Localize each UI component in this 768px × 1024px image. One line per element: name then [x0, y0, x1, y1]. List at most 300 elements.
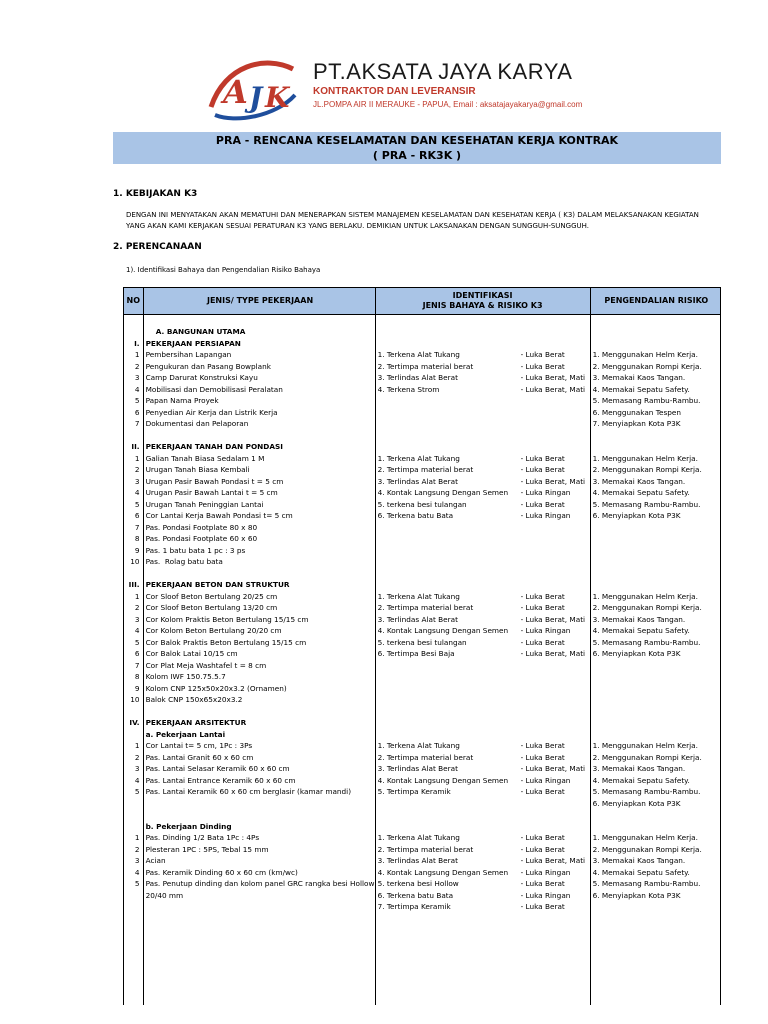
row-hazard: 2. Tertimpa material berat: [377, 844, 474, 854]
section-2-heading: 2. PERENCANAAN: [113, 242, 202, 252]
row-control: [590, 671, 720, 683]
row-number: 3: [124, 614, 144, 626]
row-job: Urugan Pasir Bawah Lantai t = 5 cm: [143, 487, 375, 499]
paragraph-line-1: DENGAN INI MENYATAKAN AKAN MEMATUHI DAN MENERAPKAN SISTEM MANAJEMEN KESELAMATAN DAN KESEHATAN KERJA ( K3) DALAM MELAKSANAKAN KEGIATAN: [126, 211, 699, 219]
table-row: [124, 993, 721, 1005]
row-identification: [375, 418, 590, 430]
row-control: [590, 579, 720, 591]
row-risk: - Luka Berat, Mati: [520, 373, 586, 382]
row-control: 2. Menggunakan Rompi Kerja.: [590, 602, 720, 614]
table-row: [124, 844, 721, 856]
row-risk: - Luka Berat: [520, 499, 565, 509]
row-job: Penyedian Air Kerja dan Listrik Kerja: [143, 407, 375, 419]
row-job: b. Pekerjaan Dinding: [143, 821, 375, 833]
table-row: [124, 338, 721, 350]
row-control: [590, 959, 720, 971]
row-identification: [375, 717, 590, 729]
row-hazard: 6. Tertimpa Besi Baja: [377, 649, 455, 658]
row-job: [143, 947, 375, 959]
table-row: [124, 752, 721, 764]
row-control: [590, 717, 720, 729]
table-row: [124, 809, 721, 821]
row-control: [590, 326, 720, 338]
row-number: 1: [124, 832, 144, 844]
row-job: PEKERJAAN TANAH DAN PONDASI: [143, 441, 375, 453]
row-control: 6. Menyiapkan Kota P3K: [590, 648, 720, 660]
row-identification: [375, 809, 590, 821]
row-identification: [375, 625, 590, 637]
row-job: Cor Balok Latai 10/15 cm: [143, 648, 375, 660]
row-job: Cor Sloof Beton Bertulang 20/25 cm: [143, 591, 375, 603]
row-identification: [375, 464, 590, 476]
row-control: [590, 694, 720, 706]
row-risk: - Luka Ringan: [520, 511, 571, 520]
row-risk: - Luka Berat: [520, 844, 565, 854]
row-number: 1: [124, 740, 144, 752]
row-number: 4: [124, 867, 144, 879]
row-job: [143, 970, 375, 982]
row-identification: [375, 947, 590, 959]
table-row: [124, 683, 721, 695]
row-identification: [375, 821, 590, 833]
row-job: Mobilisasi dan Demobilisasi Peralatan: [143, 384, 375, 396]
row-identification: [375, 959, 590, 971]
row-job: A. BANGUNAN UTAMA: [143, 326, 375, 338]
row-number: [124, 568, 144, 580]
table-row: [124, 372, 721, 384]
row-identification: [375, 671, 590, 683]
section-1-paragraph: [126, 210, 726, 232]
row-identification: [375, 568, 590, 580]
row-control: [590, 821, 720, 833]
row-identification: [375, 510, 590, 522]
row-risk: - Luka Ringan: [520, 775, 571, 785]
row-number: [124, 729, 144, 741]
row-control: 1. Menggunakan Helm Kerja.: [590, 591, 720, 603]
row-identification: [375, 901, 590, 913]
row-control: 5. Memasang Rambu-Rambu.: [590, 499, 720, 511]
row-control: 5. Memasang Rambu-Rambu.: [590, 878, 720, 890]
row-job: Pas. Lantai Keramik 60 x 60 cm berglasir (kamar mandi): [143, 786, 375, 798]
row-control: 1. Menggunakan Helm Kerja.: [590, 740, 720, 752]
row-identification: [375, 729, 590, 741]
table-row: [124, 602, 721, 614]
row-risk: - Luka Berat: [520, 833, 565, 842]
row-control: [590, 729, 720, 741]
table-row: [124, 867, 721, 879]
table-row: [124, 349, 721, 361]
row-hazard: 3. Terlindas Alat Berat: [377, 764, 458, 773]
row-number: I.: [124, 338, 144, 350]
row-control: 7. Menyiapkan Kota P3K: [590, 418, 720, 430]
row-control: [590, 924, 720, 936]
row-risk: - Luka Berat: [520, 637, 565, 647]
row-job: [143, 901, 375, 913]
row-number: [124, 430, 144, 442]
row-hazard: 6. Terkena batu Bata: [377, 890, 454, 900]
row-hazard: 1. Terkena Alat Tukang: [377, 833, 460, 842]
row-risk: - Luka Berat: [520, 752, 565, 762]
row-control: [590, 901, 720, 913]
row-control: [590, 993, 720, 1005]
row-control: 5. Memasang Rambu-Rambu.: [590, 786, 720, 798]
table-row: [124, 407, 721, 419]
row-identification: [375, 315, 590, 327]
row-number: 3: [124, 476, 144, 488]
row-job: Kolom IWF 150.75.5.7: [143, 671, 375, 683]
table-row: [124, 591, 721, 603]
row-job: [143, 430, 375, 442]
paragraph-line-2: YANG AKAN KAMI KERJAKAN SESUAI PERATURAN K3 YANG BERLAKU. DEMIKIAN UNTUK LAKSANAKAN DENGAN SUNGGUH-SUNGGUH.: [126, 222, 589, 230]
row-control: 3. Memakai Kaos Tangan.: [590, 855, 720, 867]
row-job: Urugan Tanah Peninggian Lantai: [143, 499, 375, 511]
table-row: [124, 315, 721, 327]
row-number: 7: [124, 522, 144, 534]
row-identification: [375, 867, 590, 879]
row-control: 4. Memakai Sepatu Safety.: [590, 867, 720, 879]
row-control: 6. Menyiapkan Kota P3K: [590, 798, 720, 810]
table-row: [124, 579, 721, 591]
row-number: 9: [124, 683, 144, 695]
table-row: [124, 982, 721, 994]
row-number: [124, 809, 144, 821]
row-identification: [375, 395, 590, 407]
row-job: Cor Kolom Praktis Beton Bertulang 15/15 cm: [143, 614, 375, 626]
row-hazard: 4. Kontak Langsung Dengan Semen: [377, 867, 509, 877]
row-job: Cor Sloof Beton Bertulang 13/20 cm: [143, 602, 375, 614]
row-job: Pas. Pondasi Footplate 80 x 80: [143, 522, 375, 534]
row-identification: [375, 533, 590, 545]
row-number: [124, 924, 144, 936]
row-risk: - Luka Berat, Mati: [520, 476, 586, 486]
table-header-row: [124, 288, 721, 315]
header-no: NO: [124, 288, 144, 315]
table-row: [124, 729, 721, 741]
row-risk: - Luka Berat: [520, 902, 565, 911]
row-job: Cor Lantai Kerja Bawah Pondasi t= 5 cm: [143, 510, 375, 522]
row-job: [143, 315, 375, 327]
row-identification: [375, 556, 590, 568]
row-control: 2. Menggunakan Rompi Kerja.: [590, 844, 720, 856]
row-control: [590, 936, 720, 948]
table-row: [124, 533, 721, 545]
row-identification: [375, 878, 590, 890]
row-job: Pas. Pondasi Footplate 60 x 60: [143, 533, 375, 545]
row-number: [124, 970, 144, 982]
table-row: [124, 625, 721, 637]
row-risk: - Luka Berat: [520, 350, 565, 359]
row-identification: [375, 993, 590, 1005]
table-row: [124, 464, 721, 476]
row-hazard: 4. Kontak Langsung Dengan Semen: [377, 626, 509, 635]
svg-text:J: J: [249, 81, 263, 114]
row-control: 2. Menggunakan Rompi Kerja.: [590, 752, 720, 764]
row-control: 6. Menyiapkan Kota P3K: [590, 510, 720, 522]
row-number: 6: [124, 648, 144, 660]
row-control: 3. Memakai Kaos Tangan.: [590, 614, 720, 626]
row-hazard: 5. terkena besi tulangan: [377, 637, 467, 647]
row-identification: [375, 752, 590, 764]
company-name: PT.AKSATA JAYA KARYA: [313, 59, 573, 84]
table-row: [124, 648, 721, 660]
row-number: III.: [124, 579, 144, 591]
table-row: [124, 706, 721, 718]
row-risk: - Luka Berat: [520, 879, 565, 888]
row-control: [590, 809, 720, 821]
row-risk: - Luka Ringan: [520, 626, 571, 635]
section-2-subheading: 1). Identifikasi Bahaya dan Pengendalian Risiko Bahaya: [126, 266, 321, 274]
row-number: [124, 993, 144, 1005]
row-risk: - Luka Berat, Mati: [520, 856, 586, 865]
row-number: 1: [124, 591, 144, 603]
row-job: Papan Nama Proyek: [143, 395, 375, 407]
table-row: [124, 384, 721, 396]
row-identification: [375, 591, 590, 603]
row-risk: - Luka Berat: [520, 603, 565, 612]
row-job: Pas. Keramik Dinding 60 x 60 cm (km/wc): [143, 867, 375, 879]
row-risk: - Luka Berat, Mati: [520, 649, 586, 658]
row-number: 10: [124, 556, 144, 568]
row-risk: - Luka Berat: [520, 741, 565, 750]
row-number: [124, 959, 144, 971]
row-control: [590, 683, 720, 695]
row-control: [590, 338, 720, 350]
row-job: [143, 993, 375, 1005]
row-number: [124, 982, 144, 994]
row-number: 2: [124, 752, 144, 764]
company-tagline: KONTRAKTOR DAN LEVERANSIR: [313, 86, 476, 97]
row-control: 4. Memakai Sepatu Safety.: [590, 384, 720, 396]
header-job: JENIS/ TYPE PEKERJAAN: [143, 288, 375, 315]
row-job: [143, 936, 375, 948]
row-risk: - Luka Berat: [520, 361, 565, 371]
row-hazard: 6. Terkena batu Bata: [377, 511, 454, 520]
row-hazard: 3. Terlindas Alat Berat: [377, 373, 458, 382]
row-number: 6: [124, 510, 144, 522]
row-job: Pas. Penutup dinding dan kolom panel GRC rangka besi Hollow: [143, 878, 375, 890]
row-number: 2: [124, 464, 144, 476]
row-identification: [375, 522, 590, 534]
row-control: [590, 533, 720, 545]
row-control: 6. Menggunakan Tespen: [590, 407, 720, 419]
row-number: 5: [124, 395, 144, 407]
row-job: Cor Balok Praktis Beton Bertulang 15/15 cm: [143, 637, 375, 649]
table-row: [124, 913, 721, 925]
row-identification: [375, 844, 590, 856]
row-number: [124, 798, 144, 810]
row-hazard: 2. Tertimpa material berat: [377, 603, 474, 612]
table-row: [124, 832, 721, 844]
row-control: 4. Memakai Sepatu Safety.: [590, 487, 720, 499]
row-control: 4. Memakai Sepatu Safety.: [590, 625, 720, 637]
row-number: [124, 821, 144, 833]
row-hazard: 4. Terkena Strom: [377, 384, 440, 394]
hazard-table: [123, 287, 721, 1005]
table-row: [124, 717, 721, 729]
row-control: 2. Menggunakan Rompi Kerja.: [590, 464, 720, 476]
row-job: PEKERJAAN PERSIAPAN: [143, 338, 375, 350]
table-row: [124, 522, 721, 534]
table-row: [124, 660, 721, 672]
row-control: 1. Menggunakan Helm Kerja.: [590, 832, 720, 844]
section-1-heading: 1. KEBIJAKAN K3: [113, 189, 198, 199]
row-job: PEKERJAAN ARSITEKTUR: [143, 717, 375, 729]
letterhead: [205, 55, 635, 125]
row-control: [590, 913, 720, 925]
row-job: [143, 982, 375, 994]
row-number: [124, 913, 144, 925]
table-row: [124, 970, 721, 982]
row-number: 4: [124, 487, 144, 499]
row-identification: [375, 648, 590, 660]
row-number: 7: [124, 418, 144, 430]
row-control: 3. Memakai Kaos Tangan.: [590, 763, 720, 775]
table-row: [124, 614, 721, 626]
table-row: [124, 637, 721, 649]
table-row: [124, 361, 721, 373]
table-row: [124, 878, 721, 890]
row-hazard: 2. Tertimpa material berat: [377, 361, 474, 371]
row-control: [590, 947, 720, 959]
row-number: [124, 936, 144, 948]
row-control: 1. Menggunakan Helm Kerja.: [590, 349, 720, 361]
row-control: 4. Memakai Sepatu Safety.: [590, 775, 720, 787]
row-hazard: 1. Terkena Alat Tukang: [377, 591, 460, 601]
svg-text:A: A: [223, 73, 248, 111]
row-job: Pas. 1 batu bata 1 pc : 3 ps: [143, 545, 375, 557]
row-hazard: 7. Tertimpa Keramik: [377, 902, 451, 911]
row-number: 8: [124, 671, 144, 683]
row-identification: [375, 832, 590, 844]
row-identification: [375, 579, 590, 591]
row-control: [590, 522, 720, 534]
row-number: 10: [124, 694, 144, 706]
row-identification: [375, 487, 590, 499]
table-row: [124, 947, 721, 959]
row-identification: [375, 660, 590, 672]
table-row: [124, 671, 721, 683]
title-line-2: ( PRA - RK3K ): [372, 149, 462, 162]
table-row: [124, 798, 721, 810]
row-identification: [375, 545, 590, 557]
row-number: 5: [124, 786, 144, 798]
row-risk: - Luka Berat, Mati: [520, 764, 586, 773]
row-risk: - Luka Ringan: [520, 890, 571, 900]
row-number: 2: [124, 361, 144, 373]
row-job: Pas. Lantai Granit 60 x 60 cm: [143, 752, 375, 764]
table-row: [124, 936, 721, 948]
row-job: Pas. Dinding 1/2 Bata 1Pc : 4Ps: [143, 832, 375, 844]
table-row: [124, 694, 721, 706]
svg-text:K: K: [265, 81, 290, 114]
table-row: [124, 568, 721, 580]
row-identification: [375, 763, 590, 775]
row-control: [590, 706, 720, 718]
header-control: PENGENDALIAN RISIKO: [590, 288, 720, 315]
row-risk: - Luka Berat, Mati: [520, 384, 586, 394]
row-number: [124, 890, 144, 902]
row-job: a. Pekerjaan Lantai: [143, 729, 375, 741]
table-row: [124, 556, 721, 568]
row-risk: - Luka Berat: [520, 453, 565, 463]
row-control: [590, 982, 720, 994]
row-identification: [375, 786, 590, 798]
row-job: [143, 568, 375, 580]
row-job: Acian: [143, 855, 375, 867]
table-row: [124, 855, 721, 867]
row-identification: [375, 740, 590, 752]
row-control: [590, 545, 720, 557]
table-row: [124, 740, 721, 752]
table-row: [124, 901, 721, 913]
row-identification: [375, 637, 590, 649]
table-row: [124, 775, 721, 787]
row-identification: [375, 683, 590, 695]
row-identification: [375, 407, 590, 419]
table-row: [124, 326, 721, 338]
row-identification: [375, 326, 590, 338]
row-identification: [375, 924, 590, 936]
table-row: [124, 395, 721, 407]
row-job: Balok CNP 150x65x20x3.2: [143, 694, 375, 706]
row-identification: [375, 936, 590, 948]
row-hazard: 4. Kontak Langsung Dengan Semen: [377, 488, 509, 497]
row-hazard: 1. Terkena Alat Tukang: [377, 741, 460, 750]
row-job: [143, 924, 375, 936]
table-row: [124, 510, 721, 522]
row-identification: [375, 982, 590, 994]
row-control: 6. Menyiapkan Kota P3K: [590, 890, 720, 902]
row-risk: - Luka Ringan: [520, 867, 571, 877]
row-job: PEKERJAAN BETON DAN STRUKTUR: [143, 579, 375, 591]
row-identification: [375, 361, 590, 373]
row-control: 5. Memasang Rambu-Rambu.: [590, 395, 720, 407]
row-identification: [375, 614, 590, 626]
row-number: [124, 947, 144, 959]
row-number: II.: [124, 441, 144, 453]
row-job: [143, 706, 375, 718]
row-number: 2: [124, 844, 144, 856]
row-job: [143, 798, 375, 810]
document-title: [113, 132, 721, 164]
company-logo: [205, 55, 301, 125]
row-identification: [375, 970, 590, 982]
table-body: [124, 315, 721, 1005]
row-job: Dokumentasi dan Pelaporan: [143, 418, 375, 430]
row-identification: [375, 602, 590, 614]
row-hazard: 2. Tertimpa material berat: [377, 752, 474, 762]
row-number: 4: [124, 384, 144, 396]
row-control: [590, 441, 720, 453]
row-hazard: 5. Tertimpa Keramik: [377, 787, 451, 796]
row-hazard: 3. Terlindas Alat Berat: [377, 476, 458, 486]
table-row: [124, 959, 721, 971]
row-number: 7: [124, 660, 144, 672]
row-hazard: 3. Terlindas Alat Berat: [377, 856, 458, 865]
row-identification: [375, 338, 590, 350]
row-job: Cor Lantai t= 5 cm, 1Pc : 3Ps: [143, 740, 375, 752]
row-hazard: 4. Kontak Langsung Dengan Semen: [377, 775, 509, 785]
row-hazard: 1. Terkena Alat Tukang: [377, 350, 460, 359]
row-control: [590, 556, 720, 568]
row-risk: - Luka Berat: [520, 465, 565, 474]
table-row: [124, 821, 721, 833]
row-job: [143, 809, 375, 821]
row-job: Urugan Pasir Bawah Pondasi t = 5 cm: [143, 476, 375, 488]
row-job: Cor Kolom Beton Bertulang 20/20 cm: [143, 625, 375, 637]
table-row: [124, 499, 721, 511]
row-job: [143, 959, 375, 971]
